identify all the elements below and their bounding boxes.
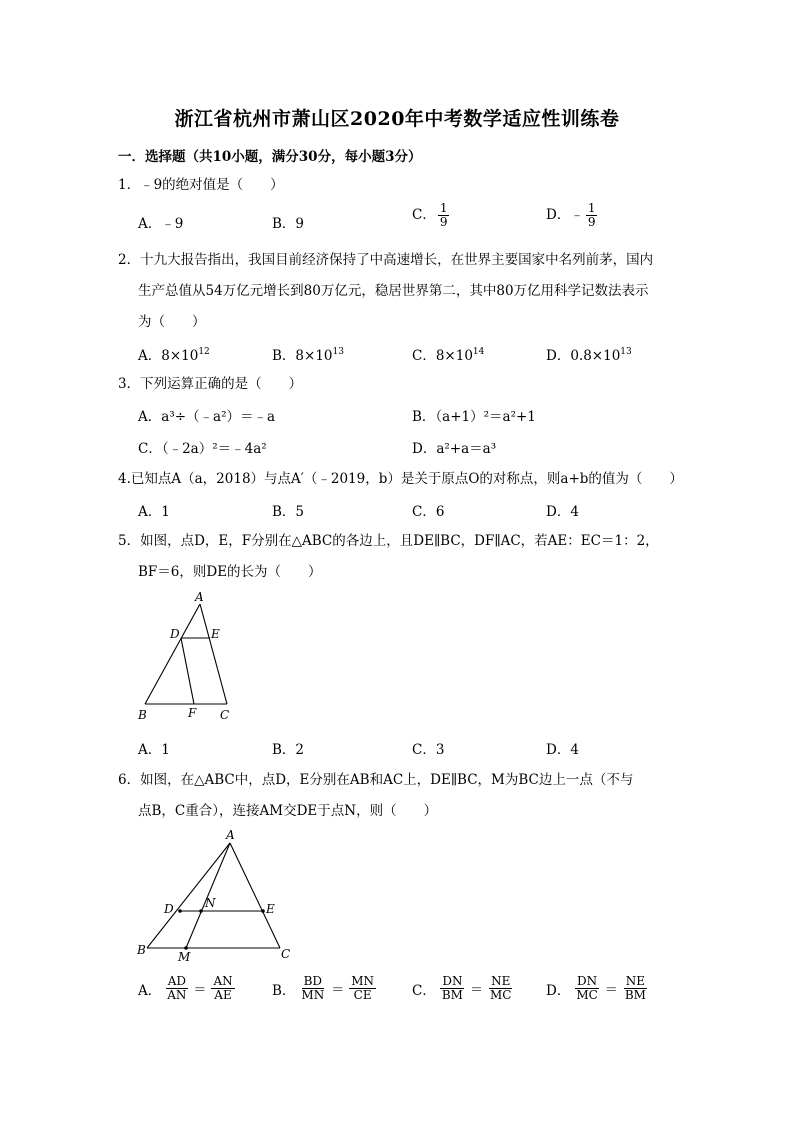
label-a: A [226, 828, 235, 842]
fraction: $\frac{1}{9}$ [587, 201, 596, 229]
label-a: A [195, 590, 204, 604]
q6-option-b[interactable]: B． $\frac{BD}{MN}$ ＝ $\frac{MN}{CE}$ [272, 974, 375, 1002]
label-d: D [170, 627, 180, 641]
q5-option-b[interactable]: B．2 [272, 742, 305, 758]
q6-option-a[interactable]: A． $\frac{AD}{AN}$ ＝ $\frac{AN}{AE}$ [138, 974, 233, 1002]
q2-option-d[interactable]: D．$0.8\times 10^{13}$ [546, 347, 632, 364]
side-ac [230, 843, 280, 948]
section-heading: 一．选择题（共10小题，满分30分，每小题3分） [118, 149, 422, 165]
q2-option-a[interactable]: A．$8\times 10^{12}$ [138, 347, 210, 364]
q6-option-c[interactable]: C． $\frac{DN}{BM}$ ＝ $\frac{NE}{MC}$ [412, 974, 512, 1002]
q4-option-d[interactable]: D．4 [546, 504, 579, 520]
question-6-line-1: 6．如图，在△ABC中，点D，E分别在AB和AC上，DE∥BC，M为BC边上一点（不与 [118, 772, 634, 788]
label-e: E [211, 627, 220, 641]
question-3-stem: 3．下列运算正确的是（ ） [118, 376, 303, 392]
q5-option-a[interactable]: A．1 [138, 742, 170, 758]
question-2-line-3: 为（ ） [138, 314, 206, 330]
q6-option-d[interactable]: D． $\frac{DN}{MC}$ ＝ $\frac{NE}{BM}$ [546, 974, 646, 1002]
side-ac [200, 604, 227, 704]
q3-option-d[interactable]: D．a²+a＝a³ [412, 441, 497, 457]
q3-option-a[interactable]: A．a³÷（﹣a²）＝﹣a [138, 409, 276, 425]
fraction: $\frac{1}{9}$ [439, 201, 448, 229]
q1-option-d[interactable]: D．﹣ $\frac{1}{9}$ [546, 201, 596, 229]
segment-df [181, 638, 194, 704]
side-ab [147, 843, 230, 948]
q2-option-c[interactable]: C．$8\times 10^{14}$ [412, 347, 485, 364]
label-c: C [281, 947, 291, 961]
question-1-stem: 1．﹣9的绝对值是（ ） [118, 177, 284, 193]
label-f: F [188, 706, 197, 720]
label-b: B [137, 943, 146, 957]
q5-triangle-figure [130, 588, 240, 724]
q4-option-b[interactable]: B．5 [272, 504, 305, 520]
q1-option-a[interactable]: A．﹣9 [138, 216, 184, 232]
question-5-line-2: BF＝6，则DE的长为（ ） [138, 564, 322, 580]
q1-option-b[interactable]: B．9 [272, 216, 305, 232]
question-2-line-2: 生产总值从54万亿元增长到80万亿元，稳居世界第二，其中80万亿用科学记数法表示 [138, 283, 649, 299]
point-d [178, 909, 182, 913]
question-4-stem: 4.已知点A（a，2018）与点A′（﹣2019，b）是关于原点O的对称点，则a+b的值为（ ） [118, 471, 683, 487]
question-5-line-1: 5．如图，点D，E，F分别在△ABC的各边上，且DE∥BC，DF∥AC，若AE：EC＝1：2， [118, 533, 659, 549]
q5-option-d[interactable]: D．4 [546, 742, 579, 758]
label-m: M [178, 950, 191, 964]
q3-option-b[interactable]: B．（a+1）²＝a²+1 [412, 409, 536, 425]
point-n [199, 909, 203, 913]
q6-triangle-figure [132, 825, 302, 965]
label-e: E [266, 902, 275, 916]
label-b: B [138, 708, 147, 722]
q5-option-c[interactable]: C．3 [412, 742, 445, 758]
question-2-line-1: 2．十九大报告指出，我国目前经济保持了中高速增长，在世界主要国家中名列前茅，国内 [118, 252, 654, 268]
side-ab [145, 604, 200, 704]
q3-option-c[interactable]: C．（﹣2a）²＝﹣4a² [138, 441, 267, 457]
label-c: C [220, 708, 230, 722]
point-e [261, 909, 265, 913]
label-n: N [205, 896, 216, 910]
q1-option-c[interactable]: C． $\frac{1}{9}$ [412, 201, 448, 229]
q4-option-a[interactable]: A．1 [138, 504, 170, 520]
question-6-line-2: 点B，C重合），连接AM交DE于点N，则（ ） [138, 803, 438, 819]
q2-option-b[interactable]: B．$8\times 10^{13}$ [272, 347, 344, 364]
label-d: D [164, 902, 174, 916]
q4-option-c[interactable]: C．6 [412, 504, 445, 520]
page-title: 浙江省杭州市萧山区2020年中考数学适应性训练卷 [174, 108, 620, 130]
